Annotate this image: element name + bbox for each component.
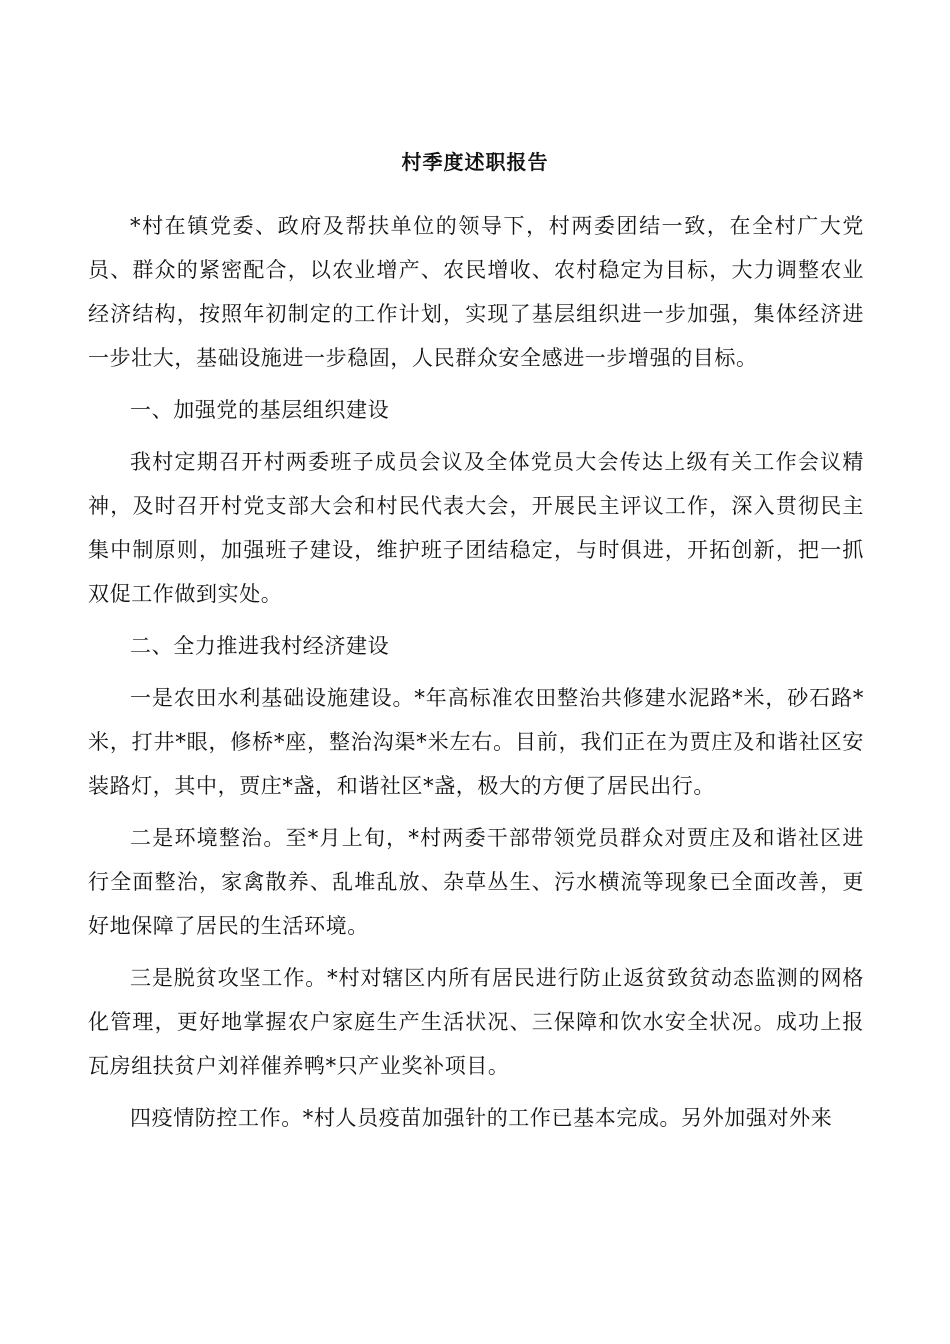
epidemic-control-paragraph: 四疫情防控工作。*村人员疫苗加强针的工作已基本完成。另外加强对外来 [130,1106,833,1130]
section-heading-party-building: 一、加强党的基层组织建设 [130,398,390,422]
farmland-infrastructure-paragraph: 一是农田水利基础设施建设。*年高标准农田整治共修建水泥路*米，砂石路*米，打井*眼，修桥*座，整治沟渠*米左右。目前，我们正在为贾庄及和谐社区安装路灯，其中，贾庄*盏，和谐社区*盏，极大的方便了居民出行。 [88,686,864,798]
environment-paragraph: 二是环境整治。至*月上旬，*村两委干部带领党员群众对贾庄及和谐社区进行全面整治，家禽散养、乱堆乱放、杂草丛生、污水横流等现象已全面改善，更好地保障了居民的生活环境。 [88,826,864,938]
document-title: 村季度述职报告 [401,150,549,174]
party-building-paragraph: 我村定期召开村两委班子成员会议及全体党员大会传达上级有关工作会议精神，及时召开村党支部大会和村民代表大会，开展民主评议工作，深入贯彻民主集中制原则，加强班子建设，维护班子团结稳定，与时俱进，开拓创新，把一抓双促工作做到实处。 [88,450,864,606]
poverty-alleviation-paragraph: 三是脱贫攻坚工作。*村对辖区内所有居民进行防止返贫致贫动态监测的网格化管理，更好地掌握农户家庭生产生活状况、三保障和饮水安全状况。成功上报瓦房组扶贫户刘祥催养鸭*只产业奖补项目。 [88,966,864,1078]
section-heading-economy: 二、全力推进我村经济建设 [130,634,390,658]
intro-paragraph: *村在镇党委、政府及帮扶单位的领导下，村两委团结一致，在全村广大党员、群众的紧密配合，以农业增产、农民增收、农村稳定为目标，大力调整农业经济结构，按照年初制定的工作计划，实现了基层组织进一步加强，集体经济进一步壮大，基础设施进一步稳固，人民群众安全感进一步增强的目标。 [88,214,864,370]
document-body [88,204,864,1148]
